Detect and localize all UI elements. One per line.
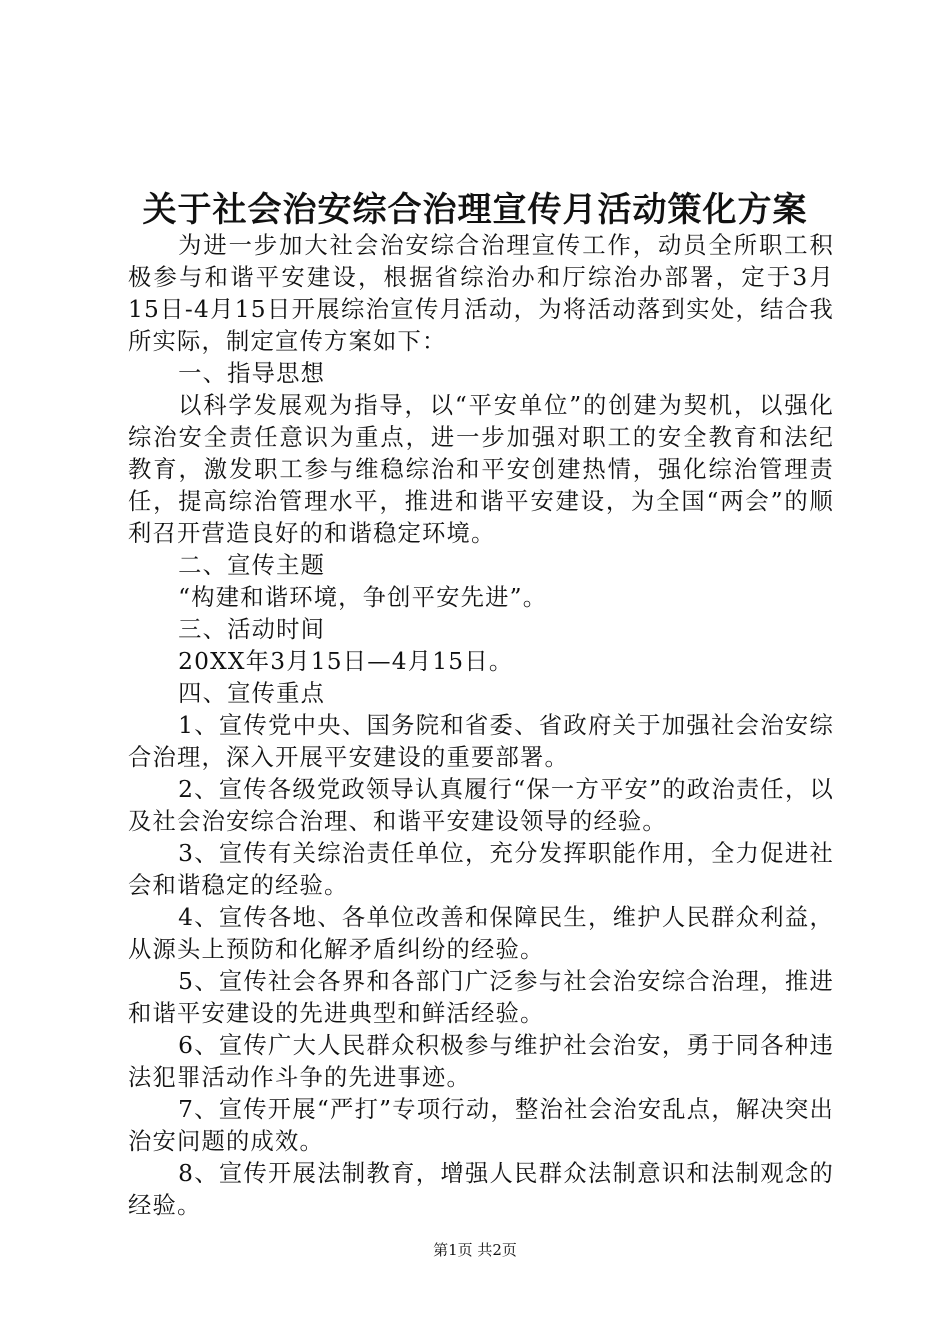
section-heading-theme: 二、宣传主题 [178,552,326,579]
key-point-item: 4、宣传各地、各单位改善和保障民生，维护人民群众利益，从源头上预防和化解矛盾纠纷的经验。 [128,904,834,963]
intro-paragraph: 为进一步加大社会治安综合治理宣传工作，动员全所职工积极参与和谐平安建设，根据省综治办和厅综治办部署，定于3月15日-4月15日开展综治宣传月活动，为将活动落到实处，结合我所实际，制定宣传方案如下： [128,232,834,355]
section-heading-key-points: 四、宣传重点 [178,680,326,707]
key-point-item: 7、宣传开展“严打”专项行动，整治社会治安乱点，解决突出治安问题的成效。 [128,1096,834,1155]
key-point-item: 8、宣传开展法制教育，增强人民群众法制意识和法制观念的经验。 [128,1160,834,1219]
key-point-item: 2、宣传各级党政领导认真履行“保一方平安”的政治责任，以及社会治安综合治理、和谐平安建设领导的经验。 [128,776,834,835]
theme-paragraph: “构建和谐环境，争创平安先进”。 [178,584,548,611]
key-point-item: 5、宣传社会各界和各部门广泛参与社会治安综合治理，推进和谐平安建设的先进典型和鲜活经验。 [128,968,834,1027]
key-point-item: 1、宣传党中央、国务院和省委、省政府关于加强社会治安综合治理，深入开展平安建设的重要部署。 [128,712,834,771]
document-body [128,230,834,1222]
document-title: 关于社会治安综合治理宣传月活动策化方案 [142,190,808,230]
guiding-ideology-paragraph: 以科学发展观为指导，以“平安单位”的创建为契机，以强化综治安全责任意识为重点，进一步加强对职工的安全教育和法纪教育，激发职工参与维稳综治和平安创建热情，强化综治管理责任，提高综治管理水平，推进和谐平安建设，为全国“两会”的顺利召开营造良好的和谐稳定环境。 [128,392,834,547]
section-heading-activity-time: 三、活动时间 [178,616,326,643]
section-heading-guiding-ideology: 一、指导思想 [178,360,326,387]
activity-time-paragraph: 20XX年3月15日—4月15日。 [178,648,514,675]
key-point-item: 3、宣传有关综治责任单位，充分发挥职能作用，全力促进社会和谐稳定的经验。 [128,840,834,899]
key-point-item: 6、宣传广大人民群众积极参与维护社会治安，勇于同各种违法犯罪活动作斗争的先进事迹。 [128,1032,834,1091]
page-number-footer: 第1页 共2页 [433,1241,517,1259]
